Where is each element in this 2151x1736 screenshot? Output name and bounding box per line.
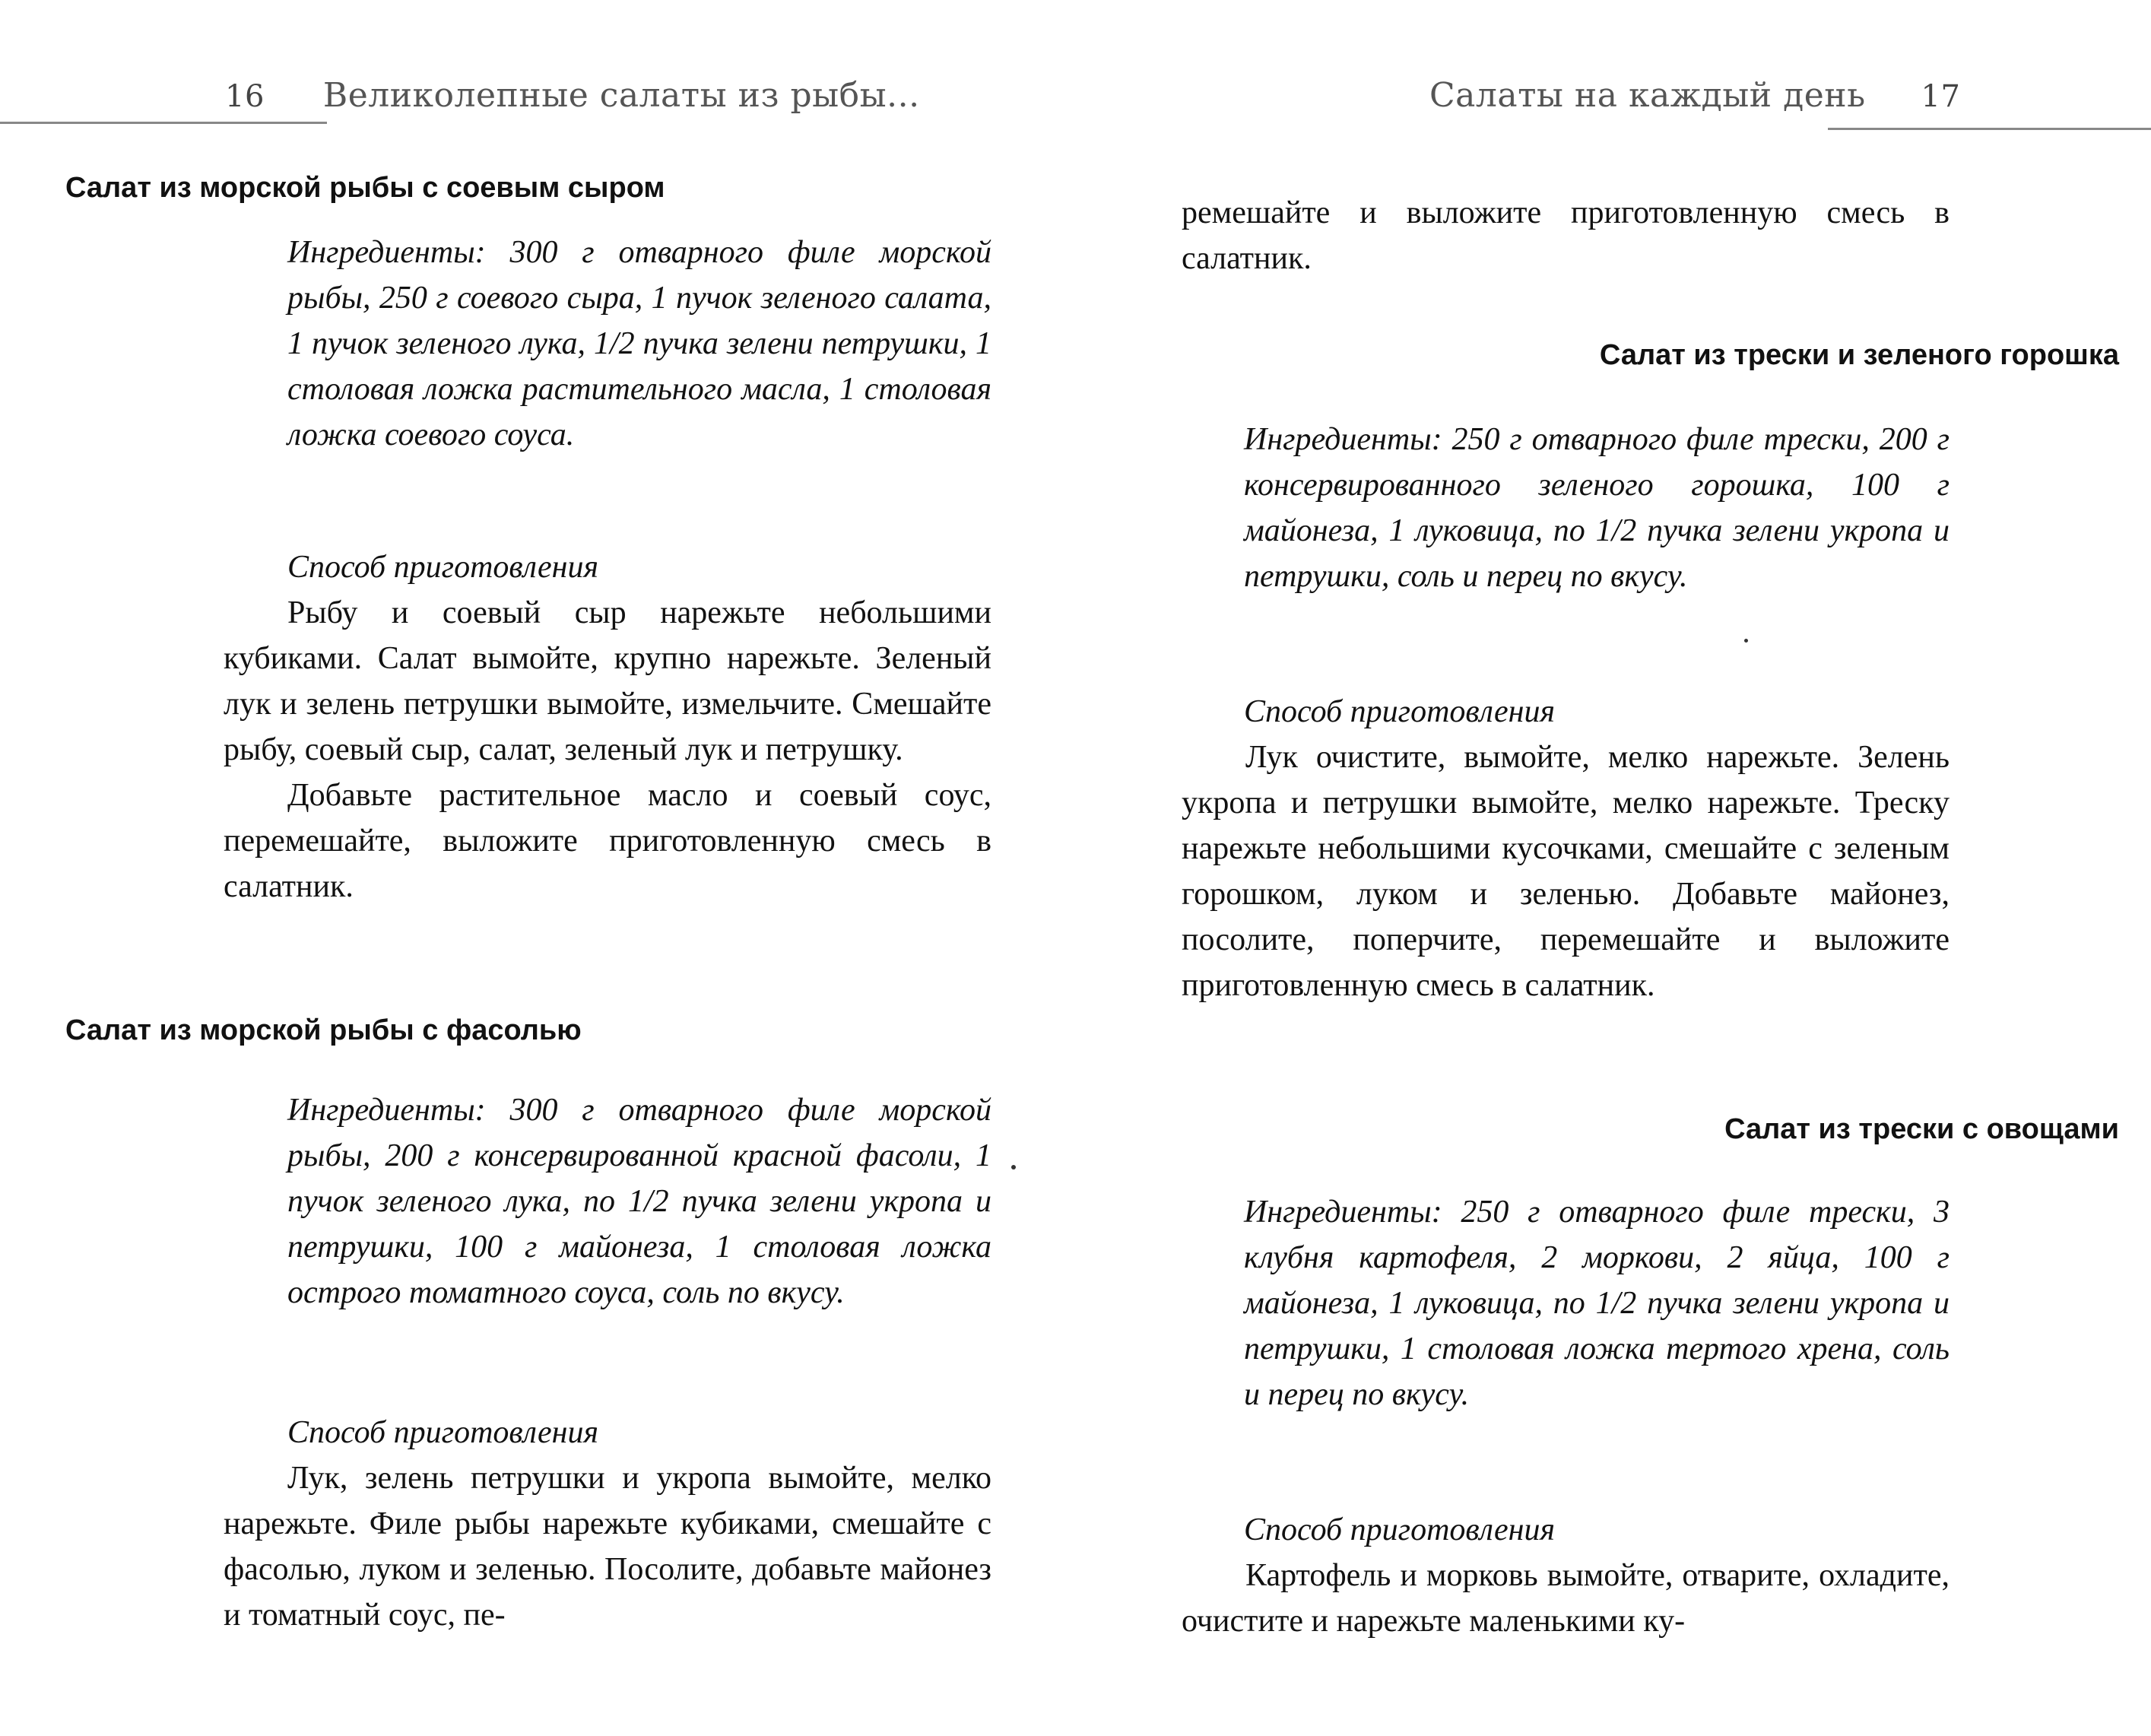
recipe-ingredients-block [1244, 1189, 1950, 1417]
method-title: Способ приготовления [1244, 694, 1555, 729]
method-title: Способ приготовления [287, 550, 598, 585]
recipe-method-block [1182, 1507, 1950, 1644]
continuation-text: ремешайте и выложите приготовленную смесь в салатник. [1182, 195, 1950, 276]
recipe-ingredients-block [287, 230, 991, 458]
method-title: Способ приготовления [1244, 1512, 1555, 1547]
left-page [0, 0, 1075, 1736]
page-number: 17 [1921, 79, 1961, 114]
method-paragraph: Рыбу и соевый сыр нарежьте небольшими кубиками. Салат вымойте, крупно нарежьте. Зеленый лук и зелень петрушки вымойте, измельчите. Смешайте рыбу, соевый сыр, салат, зеленый лук и петрушку. [224, 595, 991, 767]
left-running-header [225, 76, 920, 115]
ingredients-text: Ингредиенты: 250 г отварного филе трески, 200 г консервированного зеленого горошка, 100 г майонеза, 1 луковица, по 1/2 пучка зелени укропа и петрушки, соль и перец по вкусу. [1244, 422, 1950, 594]
ingredients-text: Ингредиенты: 300 г отварного филе морской рыбы, 250 г соевого сыра, 1 пучок зеленого салата, 1 пучок зеленого лука, 1/2 пучка зелени петрушки, 1 столовая ложка растительного масла, 1 столовая ложка соевого соуса. [287, 235, 991, 452]
method-paragraph: Лук, зелень петрушки и укропа вымойте, мелко нарежьте. Филе рыбы нарежьте кубиками, смешайте с фасолью, луком и зеленью. Посолите, добавьте майонез и томатный соус, пе- [224, 1461, 991, 1633]
running-title: Салаты на каждый день [1429, 76, 1866, 115]
ingredients-text: Ингредиенты: 300 г отварного филе морской рыбы, 200 г консервированной красной фасоли, 1 пучок зеленого лука, по 1/2 пучка зелени укропа и петрушки, 100 г майонеза, 1 столовая ложка острого томатного соуса, соль по вкусу. [287, 1093, 991, 1310]
recipe-title: Салат из морской рыбы с соевым сыром [65, 172, 665, 204]
running-title: Великолепные салаты из рыбы... [322, 76, 920, 115]
recipe-title: Салат из морской рыбы с фасолью [65, 1014, 582, 1046]
recipe-title: Салат из трески и зеленого горошка [1599, 339, 2119, 371]
recipe-title: Салат из трески с овощами [1724, 1113, 2119, 1145]
continuation-block [1182, 190, 1950, 281]
right-running-header [1429, 76, 1960, 115]
method-paragraph: Добавьте растительное масло и соевый соус, перемешайте, выложите приготовленную смесь в салатник. [224, 778, 991, 904]
recipe-method-block [224, 1410, 991, 1638]
print-speck [1011, 1165, 1016, 1169]
recipe-method-block [224, 544, 991, 909]
right-page [1075, 0, 2151, 1736]
header-rule [0, 122, 327, 124]
ingredients-text: Ингредиенты: 250 г отварного филе трески, 3 клубня картофеля, 2 моркови, 2 яйца, 100 г майонеза, 1 луковица, по 1/2 пучка зелени укропа и петрушки, 1 столовая ложка тертого хрена, соль и перец по вкусу. [1244, 1195, 1950, 1412]
print-speck [1744, 639, 1748, 643]
recipe-method-block [1182, 689, 1950, 1008]
method-title: Способ приготовления [287, 1415, 598, 1450]
method-paragraph: Картофель и морковь вымойте, отварите, охладите, очистите и нарежьте маленькими ку- [1182, 1558, 1950, 1639]
method-paragraph: Лук очистите, вымойте, мелко нарежьте. Зелень укропа и петрушки вымойте, мелко нарежьте. Треску нарежьте небольшими кусочками, смешайте с зеленым горошком, луком и зеленью. Добавьте майонез, посолите, поперчите, перемешайте и выложите приготовленную смесь в салатник. [1182, 740, 1950, 1003]
page-number: 16 [225, 79, 265, 114]
recipe-ingredients-block [287, 1087, 991, 1315]
recipe-ingredients-block [1244, 417, 1950, 599]
header-rule [1828, 128, 2151, 130]
